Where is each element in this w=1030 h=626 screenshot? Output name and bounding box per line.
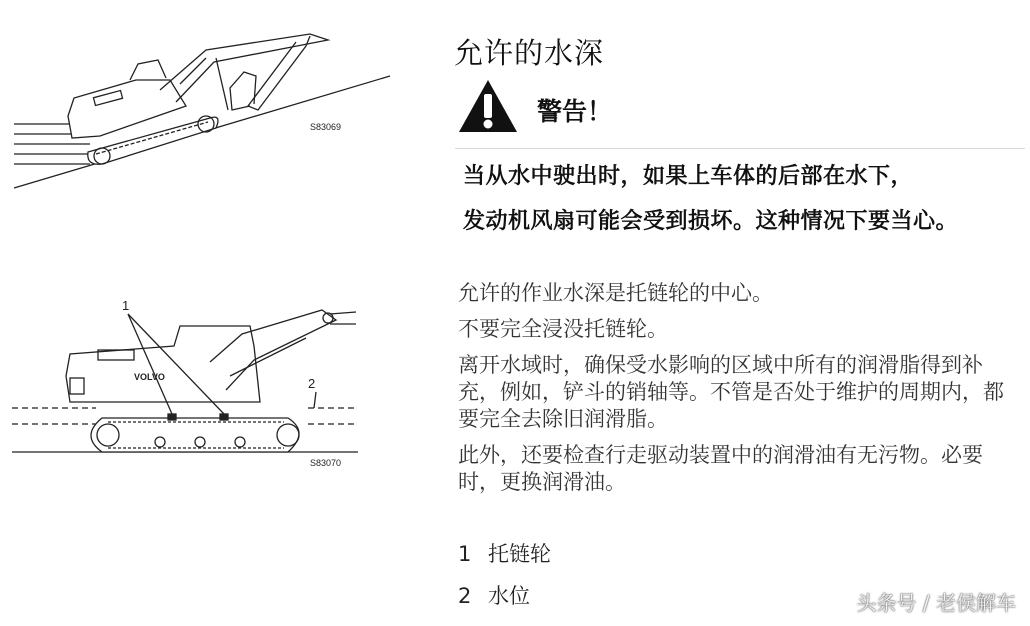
warning-line-2: 发动机风扇可能会受到损坏。这种情况下要当心。 (463, 208, 959, 234)
callout-2: 2 (308, 376, 316, 391)
legend-label: 托链轮 (488, 542, 551, 566)
paragraph-oil-check: 此外，还要检查行走驱动装置中的润滑油有无污物。必要时，更换润滑油。 (458, 443, 983, 494)
legend-label: 水位 (488, 584, 530, 608)
paragraph-no-submerge: 不要完全浸没托链轮。 (458, 317, 668, 341)
watermark: 头条号 / 老侯解车 (856, 591, 1016, 615)
legend-number: 1 (458, 542, 472, 566)
legend-item (458, 538, 551, 580)
figure-code-bottom: S83070 (310, 458, 342, 468)
brand-label: VOLVO (134, 372, 165, 382)
paragraph-water-depth: 允许的作业水深是托链轮的中心。 (458, 281, 773, 305)
legend-item (458, 580, 551, 622)
paragraph-grease: 离开水域时，确保受水影响的区域中所有的润滑脂得到补充，例如，铲斗的销轴等。不管是否处于维护的周期内，都要完全去除旧润滑脂。 (458, 353, 1004, 431)
callout-1: 1 (122, 298, 130, 313)
legend-number: 2 (458, 584, 472, 608)
page-title: 允许的水深 (454, 36, 605, 71)
body-text (458, 280, 1018, 505)
warning-message (455, 148, 1025, 245)
warning-icon (457, 78, 519, 134)
figure-code-top: S83069 (310, 122, 342, 132)
warning-line-1: 当从水中驶出时，如果上车体的后部在水下， (463, 163, 914, 189)
legend (458, 538, 551, 622)
excavator-water-figure (10, 284, 360, 474)
warning-label: 警告！ (537, 97, 613, 126)
excavator-slope-figure (10, 6, 430, 202)
